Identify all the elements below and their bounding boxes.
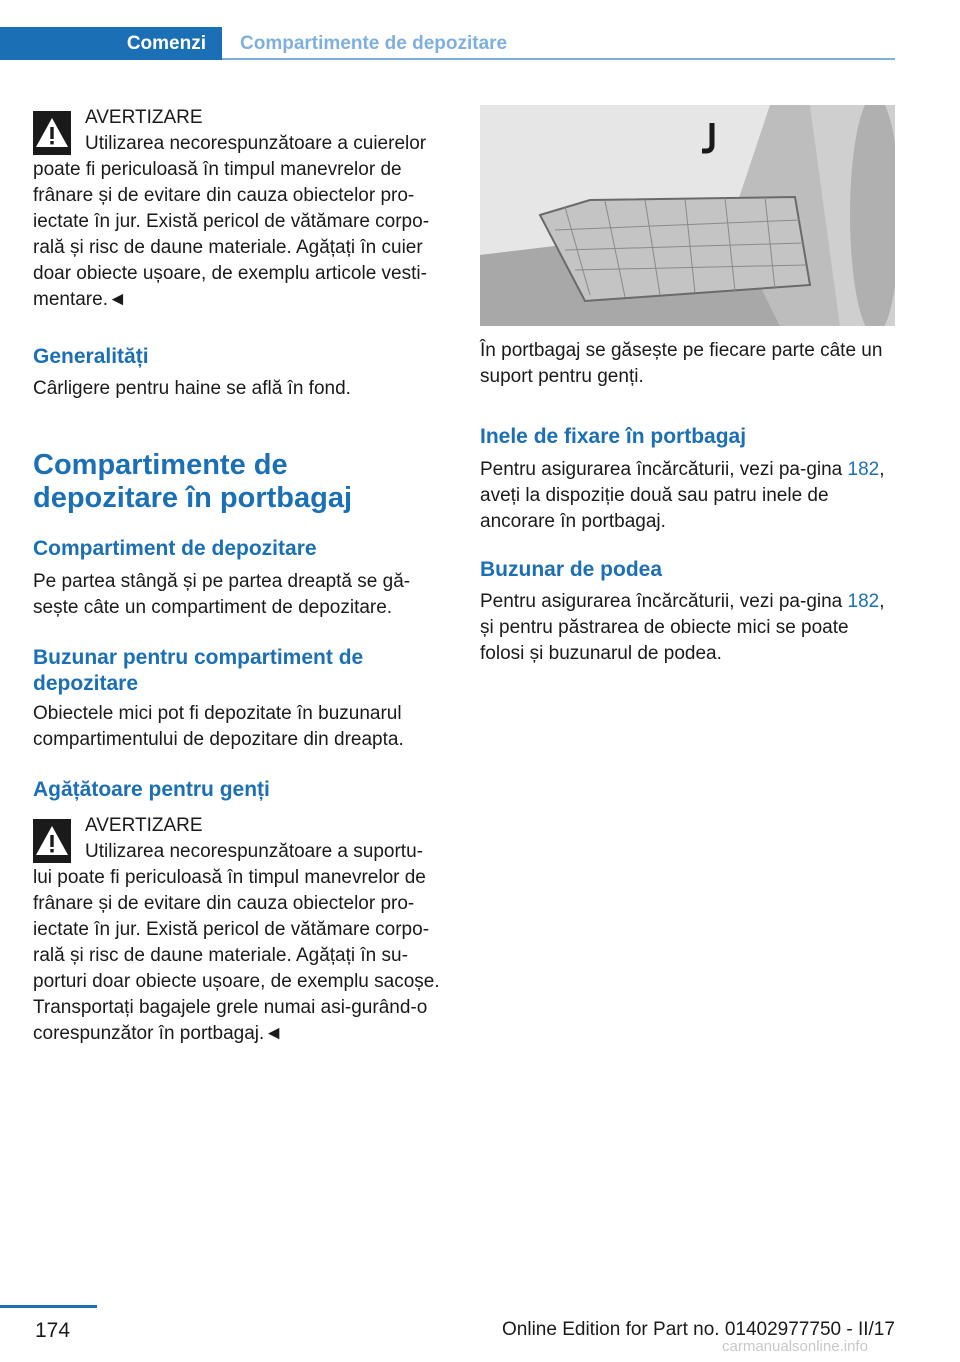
warning-text-first-line: Utilizarea necorespunzătoare a cuierelor bbox=[85, 133, 427, 154]
warning-text-first-line: Utilizarea necorespunzătoare a suportu‐ bbox=[85, 841, 423, 862]
inele-text-part2: , aveți la dispoziție două sau patru inele de ancorare în portbagaj. bbox=[480, 459, 885, 532]
edition-text: Online Edition for Part no. 01402977750 - II/17 bbox=[502, 1319, 895, 1340]
page-link-182[interactable]: 182 bbox=[847, 591, 880, 612]
page-link-182[interactable]: 182 bbox=[847, 459, 880, 480]
podea-text-part1: Pentru asigurarea încărcăturii, vezi pa‐gina bbox=[480, 591, 848, 612]
heading-buzunar-compartiment: Buzunar pentru compartiment de depozitare bbox=[33, 646, 364, 695]
buzunar-text: Obiectele mici pot fi depozitate în buzunarul compartimentului de depozitare din dreapta. bbox=[33, 703, 404, 750]
header-divider bbox=[222, 58, 895, 60]
podea-text bbox=[480, 589, 895, 667]
tab-comenzi[interactable]: Comenzi bbox=[0, 27, 222, 60]
footer-divider bbox=[0, 1305, 97, 1308]
warning-text bbox=[33, 839, 447, 1047]
warning-box-coat-hooks bbox=[33, 105, 447, 315]
heading-inele-fixare: Inele de fixare în portbagaj bbox=[480, 425, 747, 448]
heading-generalitati: Generalități bbox=[33, 345, 149, 368]
photo-caption: În portbagaj se găsește pe fiecare parte câte un suport pentru genți. bbox=[480, 340, 883, 387]
compartiment-text: Pe partea stângă și pe partea dreaptă se gă‐sește câte un compartiment de depozitare. bbox=[33, 571, 411, 618]
section-title-line2: depozitare în portbagaj bbox=[33, 482, 353, 514]
tab-compartimente-de-depozitare[interactable]: Compartimente de depozitare bbox=[240, 32, 508, 54]
heading-buzunar-podea: Buzunar de podea bbox=[480, 558, 663, 581]
page-number: 174 bbox=[35, 1319, 71, 1342]
warning-text-rest: poate fi periculoasă în timpul manevrelor de frânare și de evitare din cauza obiectelor pro‐iectate în jur. Există pericol de vătămare corpo‐rală și risc de daune materiale. Agățați în cuier doar obiecte ușoare, de exemplu articole vesti‐mentare.◄ bbox=[33, 159, 430, 310]
podea-text-part2: , și pentru păstrarea de obiecte mici se poate folosi și buzunarul de podea. bbox=[480, 591, 885, 664]
heading-compartiment: Compartiment de depozitare bbox=[33, 537, 317, 560]
warning-box-bag-hooks bbox=[33, 813, 447, 1053]
section-title-line1: Compartimente de bbox=[33, 449, 288, 481]
trunk-bag-hook-photo bbox=[480, 105, 895, 326]
inele-text bbox=[480, 457, 895, 535]
warning-title: AVERTIZARE bbox=[85, 815, 203, 836]
warning-text bbox=[33, 131, 447, 313]
warning-title: AVERTIZARE bbox=[85, 107, 203, 128]
heading-agatatoare: Agățătoare pentru genți bbox=[33, 778, 270, 801]
page-header bbox=[0, 0, 895, 62]
warning-text-rest: lui poate fi periculoasă în timpul manevrelor de frânare și de evitare din cauza obiectelor pro‐iectate în jur. Există pericol de vătămare corpo‐rală și risc de daune materiale. Agățați în su‐porturi doar obiecte ușoare, de exemplu sacoșe. Transportați bagajele grele numai asi‐gurând-o corespunzător în portbagaj.◄ bbox=[33, 867, 440, 1044]
generalitati-text: Cârligere pentru haine se află în fond. bbox=[33, 378, 351, 399]
inele-text-part1: Pentru asigurarea încărcăturii, vezi pa‐gina bbox=[480, 459, 848, 480]
watermark: carmanualsonline.info bbox=[722, 1338, 868, 1355]
